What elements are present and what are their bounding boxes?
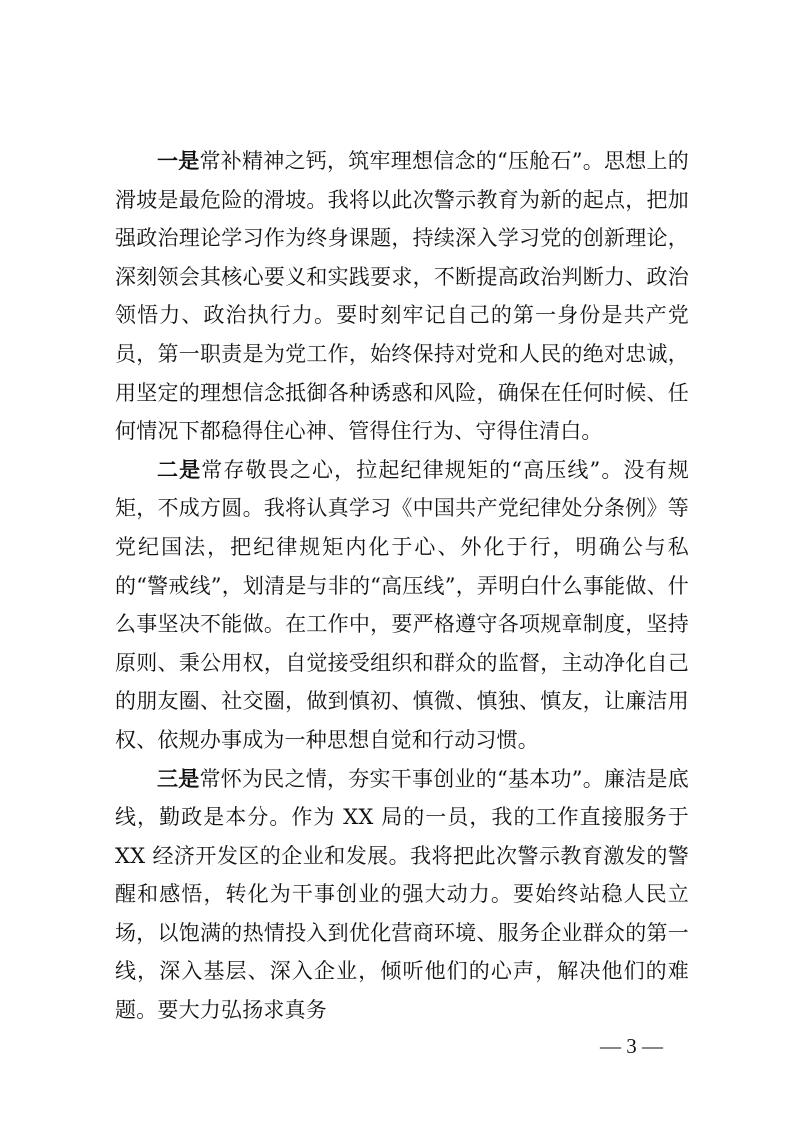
paragraph-two-text: 常存敬畏之心，拉起纪律规矩的“高压线”。没有规矩，不成方圆。我将认真学习《中国共产党纪律处分条例》等党纪国法，把纪律规矩内化于心、外化于行，明确公与私的“警戒线”，划清是与非的“高压线”，弄明白什么事能做、什么事坚决不能做。在工作中，要严格遵守各项规章制度，坚持原则、秉公用权，自觉接受组织和群众的监督，主动净化自己的朋友圈、社交圈，做到慎初、慎微、慎独、慎友，让廉洁用权、依规办事成为一种思想自觉和行动习惯。 — [115, 457, 689, 752]
paragraph-two-lead: 二是 — [157, 457, 202, 482]
page-number: — 3 — — [600, 1034, 663, 1058]
document-body — [115, 142, 689, 1030]
paragraph-two — [115, 451, 689, 760]
paragraph-one-lead: 一是 — [157, 149, 200, 173]
paragraph-three-lead: 三是 — [157, 766, 200, 791]
paragraph-one — [115, 142, 689, 451]
paragraph-one-text: 常补精神之钙，筑牢理想信念的“压舱石”。思想上的滑坡是最危险的滑坡。我将以此次警示教育为新的起点，把加强政治理论学习作为终身课题，持续深入学习党的创新理论，深刻领会其核心要义和实践要求，不断提高政治判断力、政治领悟力、政治执行力。要时刻牢记自己的第一身份是共产党员，第一职责是为党工作，始终保持对党和人民的绝对忠诚，用坚定的理想信念抵御各种诱惑和风险，确保在任何时候、任何情况下都稳得住心神、管得住行为、守得住清白。 — [115, 149, 689, 444]
paragraph-three — [115, 760, 689, 1030]
paragraph-three-text: 常怀为民之情，夯实干事创业的“基本功”。廉洁是底线，勤政是本分。作为 XX 局的一员，我的工作直接服务于 XX 经济开发区的企业和发展。我将把此次警示教育激发的警醒和感悟，转化为干事创业的强大动力。要始终站稳人民立场，以饱满的热情投入到优化营商环境、服务企业群众的第一线，深入基层、深入企业，倾听他们的心声，解决他们的难题。要大力弘扬求真务 — [115, 766, 689, 1023]
